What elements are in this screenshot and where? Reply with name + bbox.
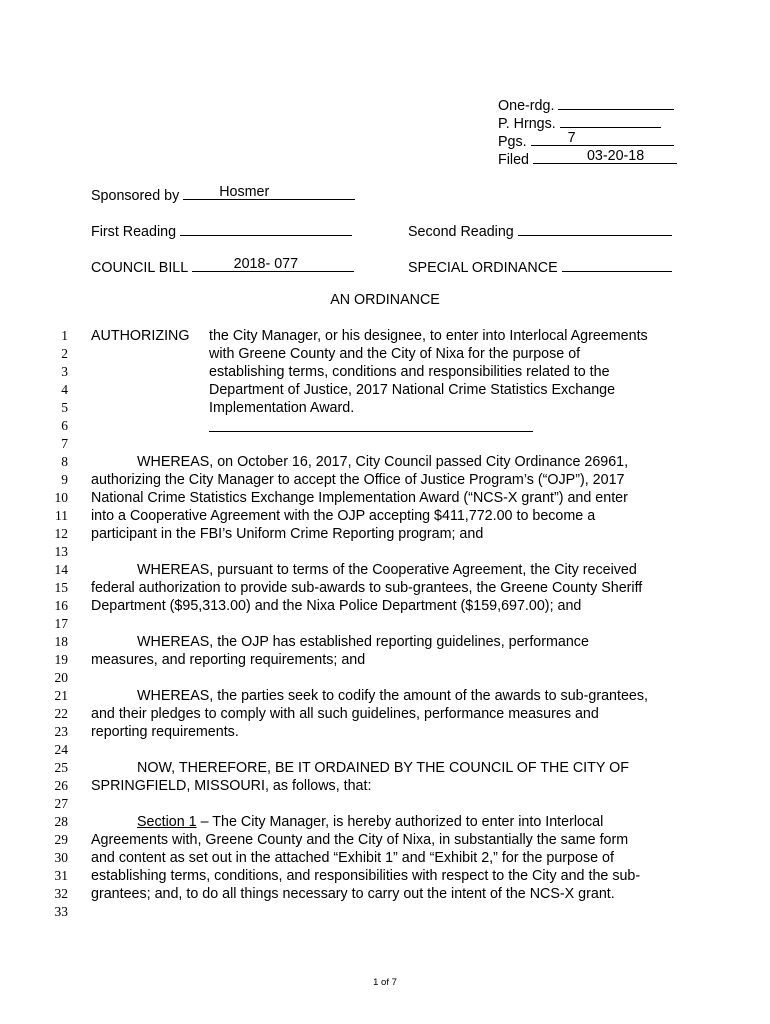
- line-number: 12: [54, 526, 68, 541]
- line-number: 2: [61, 346, 68, 361]
- line-number: 1: [61, 328, 68, 343]
- line-number: 33: [54, 904, 68, 919]
- council-bill-value: 2018- 077: [233, 256, 299, 272]
- whereas-1-line-3: National Crime Statistics Exchange Implementation Award (“NCS-X grant”) and enter: [91, 490, 628, 506]
- second-reading-row: [408, 221, 672, 241]
- pages-label: Pgs.: [498, 134, 527, 150]
- line-number: 18: [54, 634, 68, 649]
- sponsored-label: Sponsored by: [91, 188, 180, 204]
- whereas-2-line-2: federal authorization to provide sub-awards to sub-grantees, the Greene County Sheriff: [91, 580, 643, 596]
- whereas-1-line-1: WHEREAS, on October 16, 2017, City Council passed City Ordinance 26961,: [137, 454, 629, 470]
- sponsored-blank: [183, 185, 355, 200]
- first-reading-blank: [180, 221, 352, 236]
- whereas-1-line-5: participant in the FBI’s Uniform Crime Reporting program; and: [91, 526, 484, 542]
- reading-blank: [558, 95, 674, 110]
- line-number: 30: [54, 850, 68, 865]
- whereas-1-line-4: into a Cooperative Agreement with the OJP accepting $411,772.00 to become a: [91, 508, 596, 524]
- second-reading-label: Second Reading: [408, 224, 514, 240]
- authorizing-line-1: the City Manager, or his designee, to enter into Interlocal Agreements: [209, 328, 648, 344]
- whereas-3-line-1: WHEREAS, the OJP has established reporting guidelines, performance: [137, 634, 589, 650]
- line-number: 21: [54, 688, 68, 703]
- authorizing-line-2: with Greene County and the City of Nixa for the purpose of: [209, 346, 581, 362]
- section-1-line-5: grantees; and, to do all things necessary to carry out the intent of the NCS-X grant.: [91, 886, 615, 902]
- whereas-2-line-1: WHEREAS, pursuant to terms of the Cooperative Agreement, the City received: [137, 562, 637, 578]
- page-number: 1 of 7: [373, 977, 397, 988]
- line-number: 31: [54, 868, 68, 883]
- header-filed-row: [498, 149, 677, 169]
- line-number: 10: [54, 490, 68, 505]
- line-number: 7: [61, 436, 68, 451]
- ordinance-title: AN ORDINANCE: [330, 292, 440, 308]
- line-number: 26: [54, 778, 68, 793]
- line-number: 25: [54, 760, 68, 775]
- special-ordinance-label: SPECIAL ORDINANCE: [408, 260, 558, 276]
- line-number: 22: [54, 706, 68, 721]
- line-number: 9: [61, 472, 68, 487]
- hearings-label: P. Hrngs.: [498, 116, 556, 132]
- authorizing-line-4: Department of Justice, 2017 National Crime Statistics Exchange: [209, 382, 616, 398]
- council-bill-blank: [192, 257, 354, 272]
- header-pages-row: [498, 131, 674, 151]
- line-number: 8: [61, 454, 68, 469]
- section-1-line-1: [137, 813, 603, 831]
- section-1-line-3: and content as set out in the attached “Exhibit 1” and “Exhibit 2,” for the purpose of: [91, 850, 614, 866]
- filed-blank: [533, 149, 677, 164]
- line-number: 13: [54, 544, 68, 559]
- pages-blank: [531, 131, 674, 146]
- whereas-3-line-2: measures, and reporting requirements; and: [91, 652, 366, 668]
- second-reading-blank: [518, 221, 672, 236]
- line-number: 27: [54, 796, 68, 811]
- whereas-1-line-2: authorizing the City Manager to accept the Office of Justice Program’s (“OJP”), 2017: [91, 472, 625, 488]
- sponsored-row: [91, 185, 355, 205]
- line-number: 5: [61, 400, 68, 415]
- council-bill-label: COUNCIL BILL: [91, 260, 188, 276]
- line-number: 11: [55, 508, 68, 523]
- section-1-text: – The City Manager, is hereby authorized to enter into Interlocal: [196, 814, 604, 830]
- ordained-line-1: NOW, THEREFORE, BE IT ORDAINED BY THE COUNCIL OF THE CITY OF: [137, 760, 629, 776]
- line-number: 20: [54, 670, 68, 685]
- line-number: 32: [54, 886, 68, 901]
- line-number: 16: [54, 598, 68, 613]
- special-ordinance-blank: [562, 257, 672, 272]
- special-ordinance-row: [408, 257, 672, 277]
- line-number: 14: [54, 562, 68, 577]
- whereas-4-line-2: and their pledges to comply with all such guidelines, performance measures and: [91, 706, 599, 722]
- authorizing-line-3: establishing terms, conditions and responsibilities related to the: [209, 364, 610, 380]
- pages-value: 7: [567, 130, 576, 146]
- whereas-2-line-3: Department ($95,313.00) and the Nixa Police Department ($159,697.00); and: [91, 598, 582, 614]
- section-1-heading: Section 1: [137, 814, 197, 830]
- authorizing-line-5: Implementation Award.: [209, 400, 355, 416]
- line-number: 28: [54, 814, 68, 829]
- line-number: 15: [54, 580, 68, 595]
- whereas-4-line-1: WHEREAS, the parties seek to codify the amount of the awards to sub-grantees,: [137, 688, 648, 704]
- first-reading-row: [91, 221, 352, 241]
- header-reading-row: [498, 95, 674, 115]
- filed-label: Filed: [498, 152, 529, 168]
- line-number: 6: [61, 418, 68, 433]
- line-number: 23: [54, 724, 68, 739]
- line-number: 19: [54, 652, 68, 667]
- line-number: 3: [61, 364, 68, 379]
- header-hearings-row: [498, 113, 661, 133]
- section-1-line-4: establishing terms, conditions, and responsibilities with respect to the City and the sub-: [91, 868, 641, 884]
- reading-label: One-rdg.: [498, 98, 555, 114]
- line-number: 17: [54, 616, 68, 631]
- ordained-line-2: SPRINGFIELD, MISSOURI, as follows, that:: [91, 778, 372, 794]
- hearings-blank: [560, 113, 661, 128]
- whereas-4-line-3: reporting requirements.: [91, 724, 239, 740]
- line-number: 24: [54, 742, 68, 757]
- line-number: 29: [54, 832, 68, 847]
- filed-value: 03-20-18: [586, 148, 645, 164]
- line-number: 4: [61, 382, 68, 397]
- sponsored-value: Hosmer: [219, 184, 270, 200]
- authorizing-divider: [209, 431, 533, 432]
- first-reading-label: First Reading: [91, 224, 177, 240]
- council-bill-row: [91, 257, 354, 277]
- section-1-line-2: Agreements with, Greene County and the City of Nixa, in substantially the same form: [91, 832, 629, 848]
- authorizing-label: AUTHORIZING: [91, 328, 190, 344]
